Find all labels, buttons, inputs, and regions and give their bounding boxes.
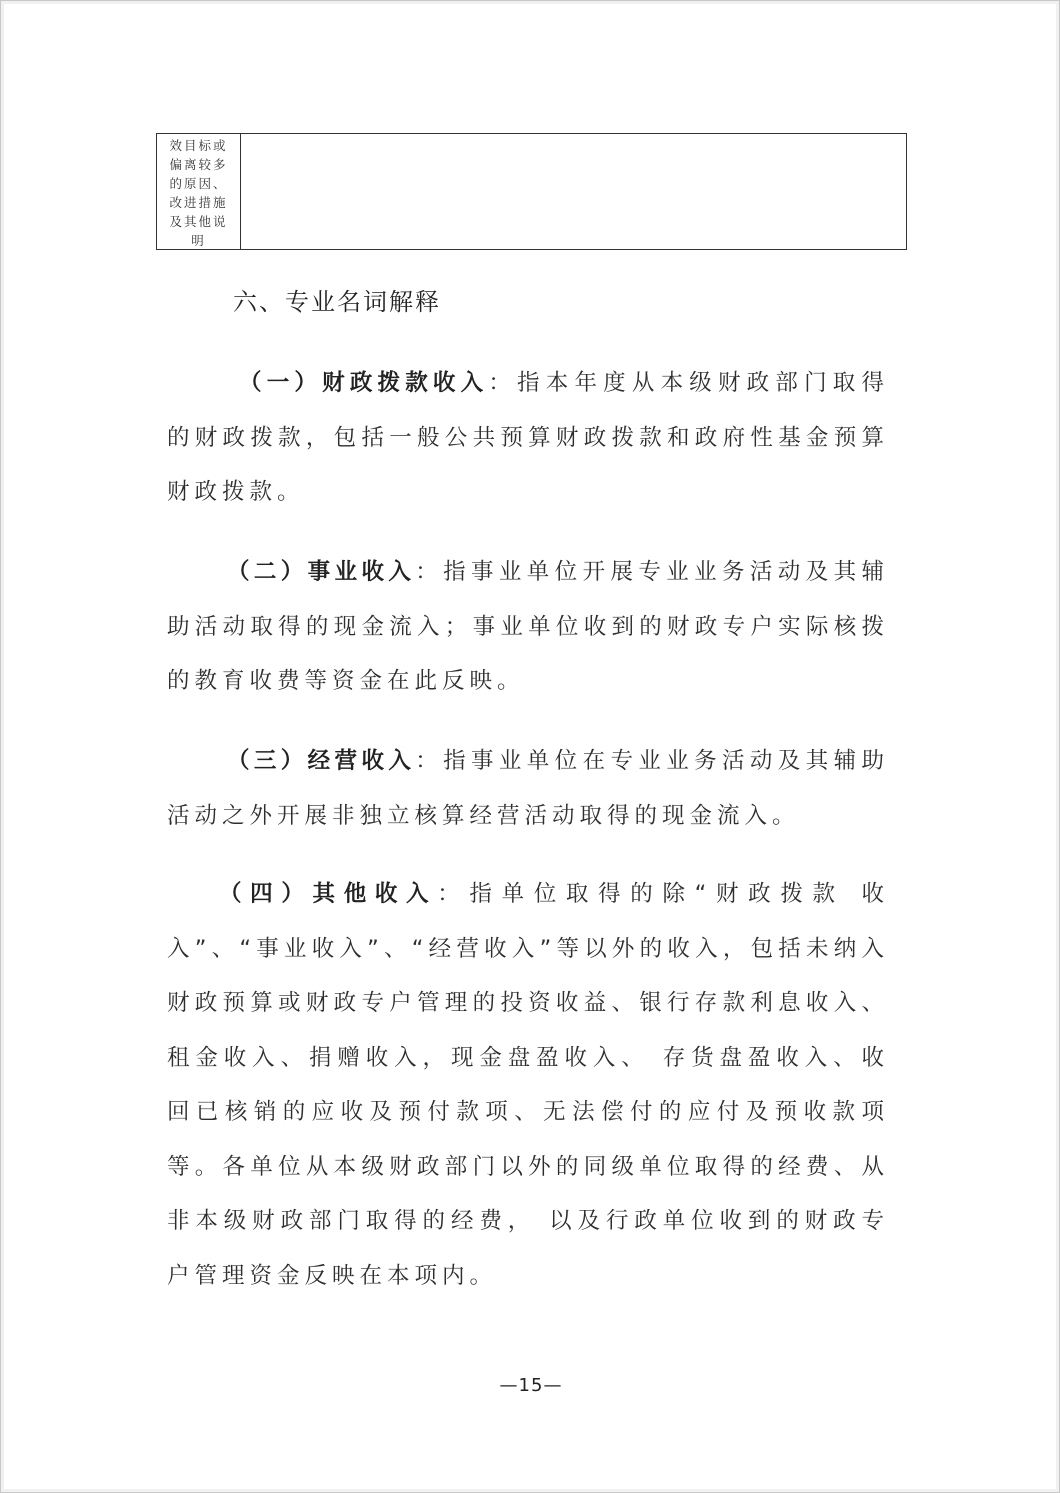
definition-body: ：指单位取得的除“财政拨款 收入”、“事业收入”、“经营收入”等以外的收入，包括未纳入财政预算或财政专户管理的投资收益、银行存款利息收入、租金收入、捐赠收入，现金盘盈收入、 存货盘盈收入、收回已核销的应收及预付款项、无法偿付的应付及预收款项等。各单位从本级财政部门以外的同级单位取得的经费、从非本级财政部门取得的经费， 以及行政单位收到的财政专户管理资金反映在本项内。 xyxy=(167,881,889,1289)
definition-term: （一）财政拨款收入 xyxy=(239,370,489,396)
definition-paragraph-3 xyxy=(167,734,889,843)
table-label-line: 及其他说 xyxy=(169,214,228,229)
definition-body: ：指事业单位开展专业业务活动及其辅助活动取得的现金流入；事业单位收到的财政专户实际核拨的教育收费等资金在此反映。 xyxy=(167,559,889,694)
definition-paragraph-4 xyxy=(167,867,889,1303)
definition-body: ：指事业单位在专业业务活动及其辅助活动之外开展非独立核算经营活动取得的现金流入。 xyxy=(167,748,889,829)
table-label-line: 的原因、 xyxy=(169,176,228,191)
section-title: 六、专业名词解释 xyxy=(233,288,441,316)
table-label-line: 效目标或 xyxy=(169,138,228,153)
definition-paragraph-1 xyxy=(167,356,889,520)
table-label-line: 明 xyxy=(191,233,206,248)
table-value-cell xyxy=(241,134,906,249)
definition-paragraph-2 xyxy=(167,545,889,709)
table-label-cell xyxy=(157,134,241,249)
definition-term: （四）其他收入 xyxy=(219,881,438,907)
page-number: —15— xyxy=(499,1375,563,1396)
definition-term: （二）事业收入 xyxy=(227,559,416,585)
table-label-line: 偏离较多 xyxy=(169,157,228,172)
table-label-line: 改进措施 xyxy=(169,195,228,210)
table-fragment xyxy=(156,133,907,250)
definition-body: ：指本年度从本级财政部门取得的财政拨款，包括一般公共预算财政拨款和政府性基金预算财政拨款。 xyxy=(167,370,889,505)
definition-term: （三）经营收入 xyxy=(227,748,416,774)
